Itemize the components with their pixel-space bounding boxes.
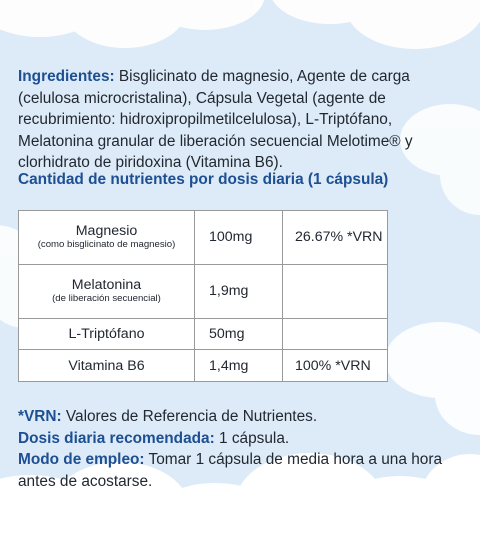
dose-label: Dosis diaria recomendada: [18,429,215,447]
usage-text: Tomar 1 cápsula de media hora a una hora antes de acostarse. [18,451,443,490]
nutrient-vrn: 26.67% *VRN [283,211,388,265]
nutrient-amount: 100mg [195,211,283,265]
nutrient-name: Melatonina [71,277,142,294]
nutrient-name-cell [19,211,195,265]
nutrient-name: L-Triptófano [68,326,145,343]
nutrient-subtitle: (como bisglicinato de magnesio) [37,239,176,251]
table-row [19,350,388,382]
table-row [19,264,388,318]
ingredients-paragraph [18,66,463,174]
nutrients-table [18,210,388,382]
usage-label: Modo de empleo: [18,451,145,469]
nutrient-vrn [283,264,388,318]
nutrient-vrn: 100% *VRN [283,350,388,382]
nutrient-amount: 1,4mg [195,350,283,382]
nutrient-vrn [283,318,388,350]
ingredients-text: Bisglicinato de magnesio, Agente de carga (celulosa microcristalina), Cápsula Vegetal (agente de recubrimiento: hidroxipropilmetilcelulosa), L-Triptófano, Melatonina granular de liberación secuencial Melotime® y clorhidrato de piridoxina (Vitamina B6). [18,68,413,172]
dose-note [18,428,468,450]
vrn-label: *VRN: [18,408,62,425]
nutrient-name-cell [19,264,195,318]
nutrient-subtitle: (de liberación secuencial) [52,293,161,305]
table-row [19,211,388,265]
nutrients-heading: Cantidad de nutrientes por dosis diaria (1 cápsula) [18,171,389,188]
nutrient-name-cell [19,318,195,350]
ingredients-label: Ingredientes: [18,68,115,85]
usage-notes [18,406,468,492]
table-row [19,318,388,350]
dose-text: 1 cápsula. [214,429,290,447]
nutrient-name: Vitamina B6 [68,357,145,374]
usage-note [18,449,468,492]
nutrient-name-cell [19,350,195,382]
nutrient-amount: 50mg [195,318,283,350]
nutrient-amount: 1,9mg [195,264,283,318]
nutrient-name: Magnesio [75,223,138,240]
vrn-note [18,406,468,428]
vrn-text: Valores de Referencia de Nutrientes. [61,408,318,425]
